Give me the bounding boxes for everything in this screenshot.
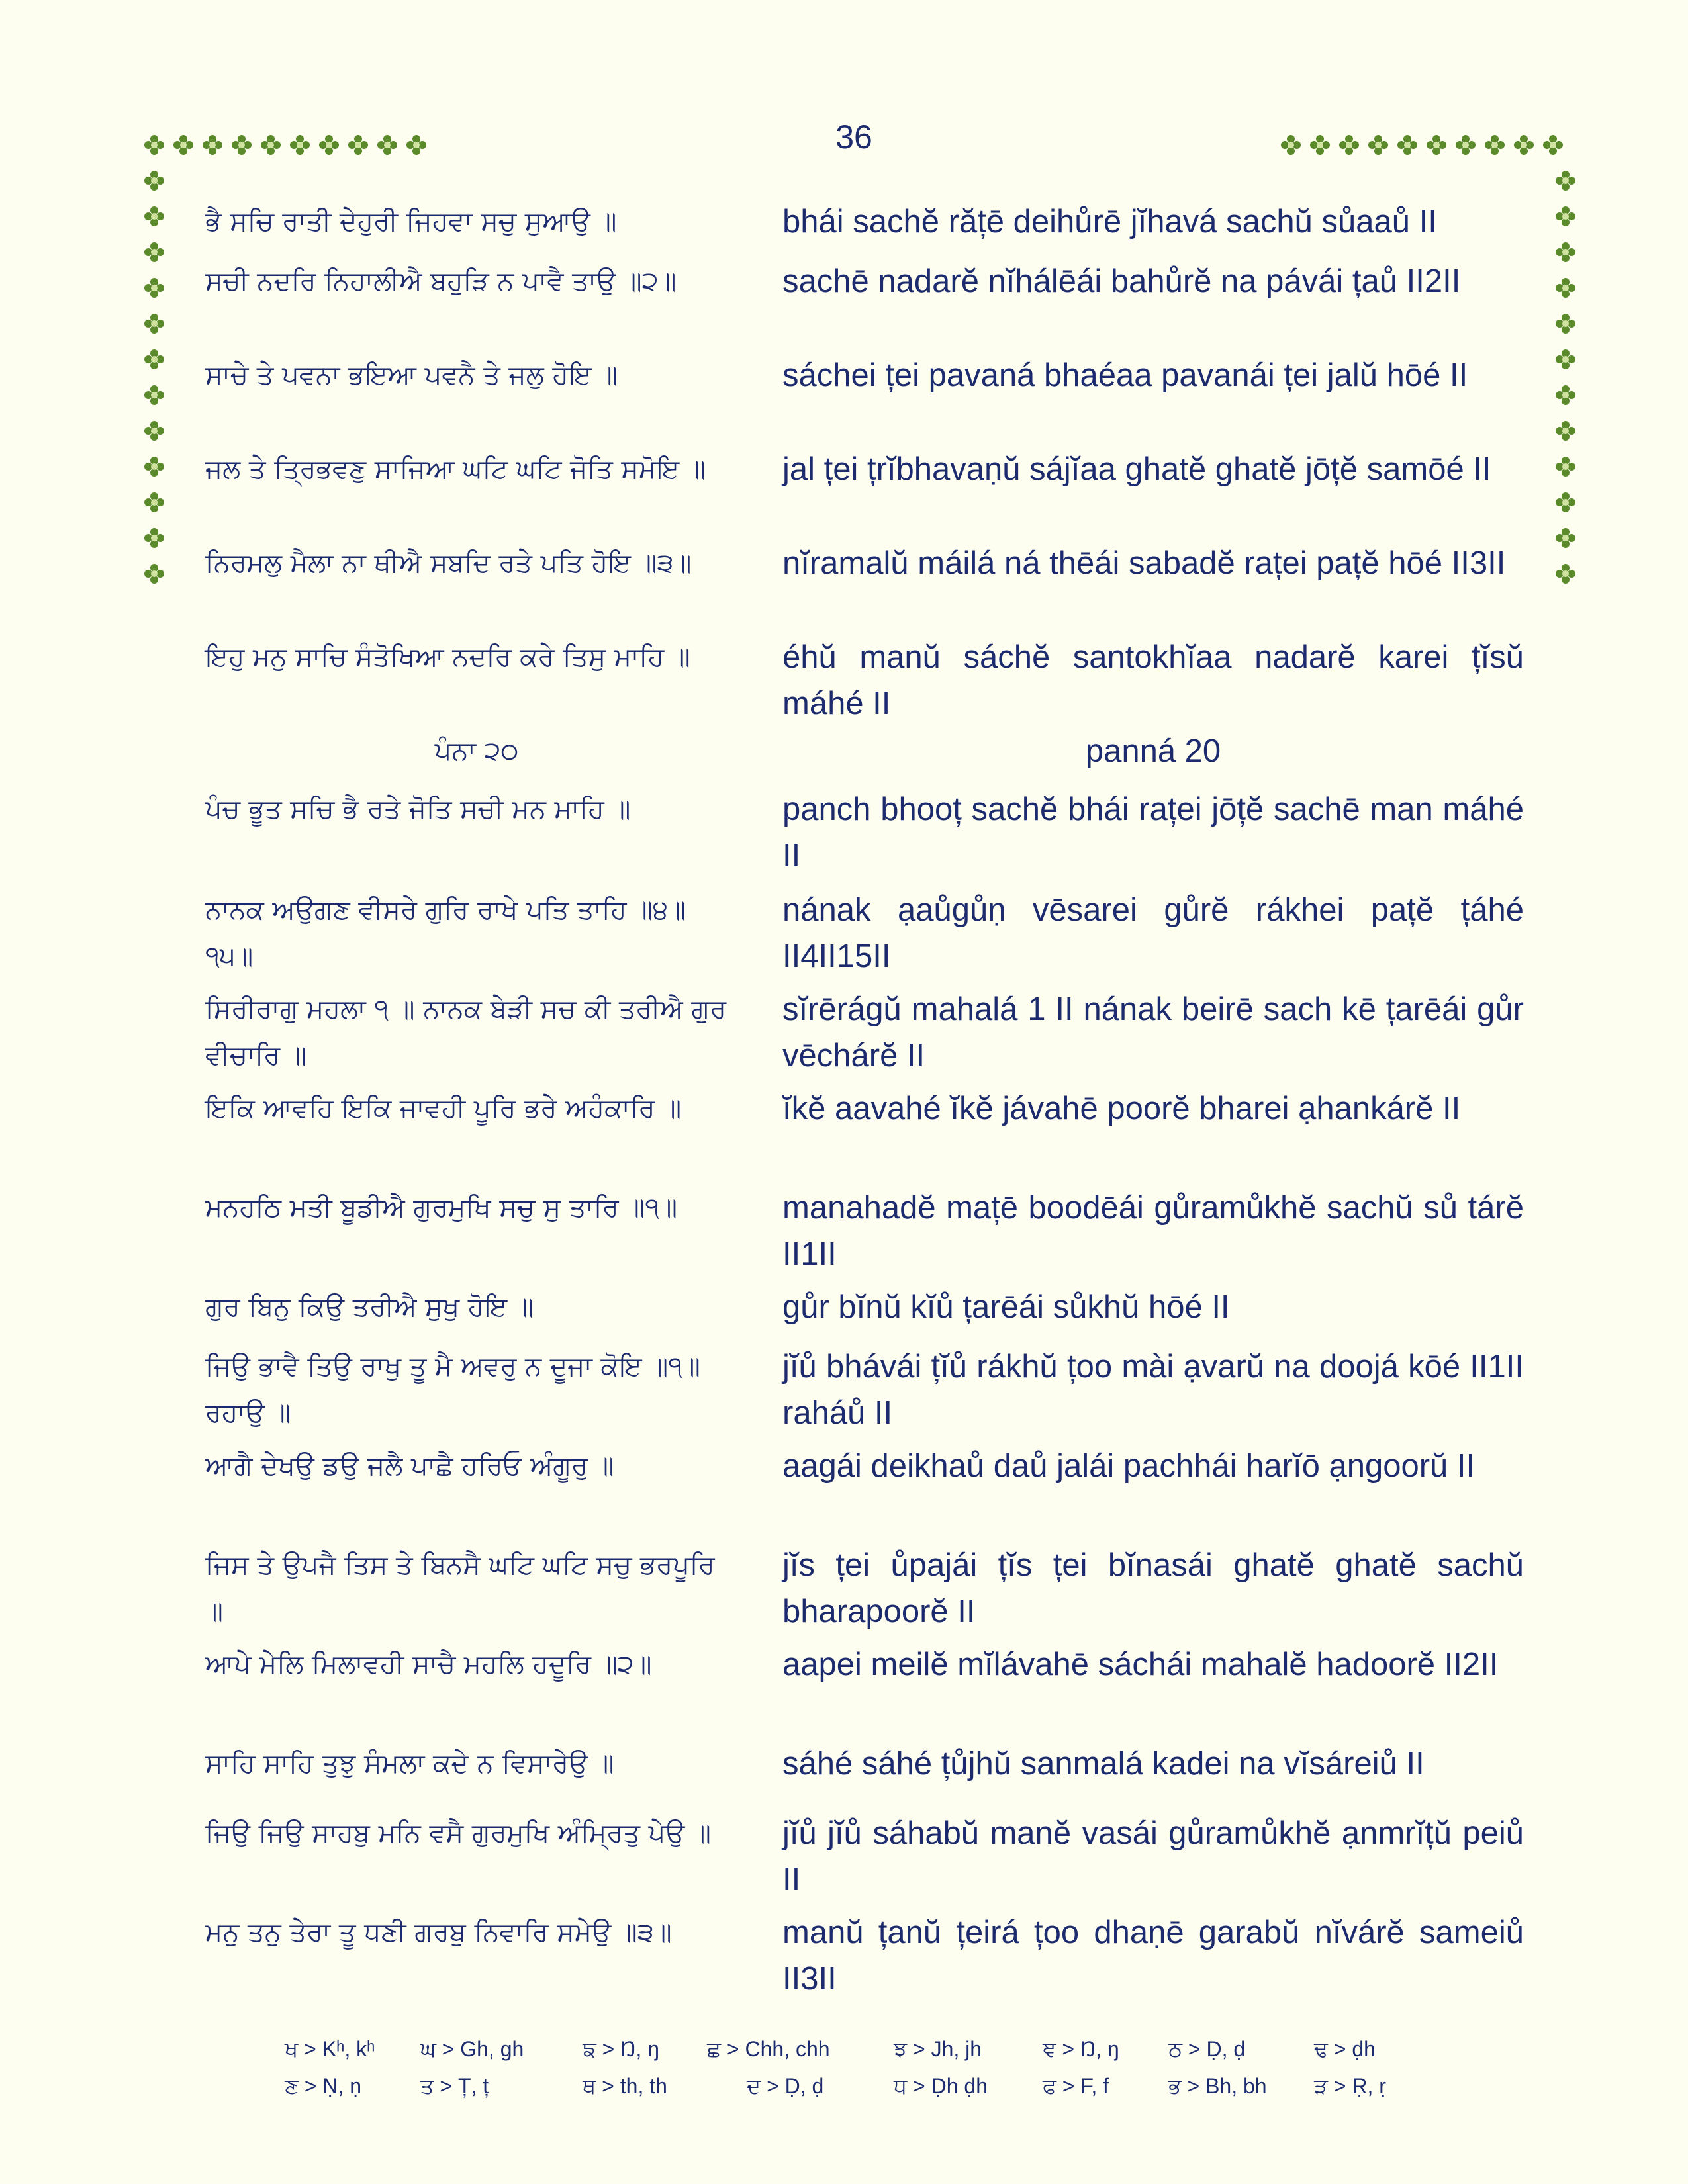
transliteration-line: jĭs ței ůpajái țĭs ței bĭnasái ghatĕ ghatĕ sachŭ bharapoorĕ II (782, 1547, 1524, 1629)
flower-icon (1543, 135, 1563, 155)
flower-icon (144, 385, 164, 405)
flower-icon (377, 135, 397, 155)
flower-icon (406, 135, 426, 155)
gurmukhi-line: ਨਿਰਮਲੁ ਮੈਲਾ ਨਾ ਥੀਐ ਸਬਦਿ ਰਤੇ ਪਤਿ ਹੋਇ ॥੩॥ (205, 548, 692, 578)
flower-icon (144, 457, 164, 477)
flower-icon (173, 135, 193, 155)
flower-icon (290, 135, 310, 155)
transliteration-line: sĭrērágŭ mahalá 1 II nának beirē sach kē țarēái gůr vēchárĕ II (782, 991, 1524, 1073)
key-entry: ਞ > Ŋ, ŋ (1043, 2037, 1119, 2061)
key-entry: ਦ > Ḍ, ḍ (747, 2074, 824, 2098)
gurmukhi-line: ਨਾਨਕ ਅਉਗਣ ਵੀਸਰੇ ਗੁਰਿ ਰਾਖੇ ਪਤਿ ਤਾਹਿ ॥੪॥੧੫॥ (205, 895, 686, 972)
gurmukhi-line: ਸਿਰੀਰਾਗੁ ਮਹਲਾ ੧ ॥ ਨਾਨਕ ਬੇੜੀ ਸਚ ਕੀ ਤਰੀਐ ਗੁਰ ਵੀਚਾਰਿ ॥ (205, 994, 727, 1071)
gurmukhi-line: ਸਚੀ ਨਦਰਿ ਨਿਹਾਲੀਐ ਬਹੁੜਿ ਨ ਪਾਵੈ ਤਾਉ ॥੨॥ (205, 266, 677, 296)
key-entry: ਛ > Chh, chh (707, 2037, 830, 2061)
flower-icon (144, 135, 164, 155)
key-entry: ਙ > Ŋ, ŋ (583, 2037, 659, 2061)
flower-icon (1556, 314, 1575, 334)
transliteration-line: sachē nadarĕ nĭhálēái bahůrĕ na pávái țaů II2II (782, 263, 1461, 299)
transliteration-line: nĭramalŭ máilá ná thēái sabadĕ raței pațĕ hōé II3II (782, 545, 1506, 581)
flower-icon (144, 242, 164, 262)
flower-icon (1368, 135, 1388, 155)
gurmukhi-line: ਭੈ ਸਚਿ ਰਾਤੀ ਦੇਹੁਰੀ ਜਿਹਵਾ ਸਚੁ ਸੁਆਉ ॥ (205, 206, 617, 237)
flower-icon (1281, 135, 1301, 155)
gurmukhi-line: ਪੰਚ ਭੂਤ ਸਚਿ ਭੈ ਰਤੇ ਜੋਤਿ ਸਚੀ ਮਨ ਮਾਹਿ ॥ (205, 794, 631, 825)
flower-icon (144, 171, 164, 191)
transliteration-line: gůr bĭnŭ kĭů țarēái sůkhŭ hōé II (782, 1289, 1230, 1325)
flower-icon (144, 206, 164, 226)
flower-icon (1556, 242, 1575, 262)
flower-icon (1556, 171, 1575, 191)
transliteration-line: bhái sachĕ rățē deihůrē jĭhavá sachŭ sůaaů II (782, 204, 1437, 240)
transliteration-line: panch bhooț sachĕ bhái raței jōțĕ sachē man máhé II (782, 792, 1524, 874)
key-entry: ਢ > ḍh (1314, 2037, 1376, 2061)
flower-icon (1485, 135, 1505, 155)
gurmukhi-line: ਜਲ ਤੇ ਤ੍ਰਿਭਵਣੁ ਸਾਜਿਆ ਘਟਿ ਘਟਿ ਜੋਤਿ ਸਮੋਇ ॥ (205, 454, 706, 484)
flower-icon (1556, 206, 1575, 226)
gurmukhi-line: ਗੁਰ ਬਿਨੁ ਕਿਉ ਤਰੀਐ ਸੁਖੁ ਹੋਇ ॥ (205, 1292, 534, 1322)
flower-icon (1514, 135, 1534, 155)
transliteration-line: nának ạaůgůṇ vēsarei gůrĕ rákhei pațĕ țáhé II4II15II (782, 892, 1524, 974)
key-entry: ਤ > Ț, ț (420, 2074, 489, 2098)
transliteration-line: aagái deikhaů daů jalái pachhái harĭō ạngoorŭ II (782, 1448, 1476, 1484)
key-entry: ਝ > Jh, jh (894, 2037, 982, 2061)
transliteration-line: manŭ țanŭ țeirá țoo dhaṇē garabŭ nĭvárĕ sameiů II3II (782, 1915, 1524, 1997)
flower-icon (1556, 528, 1575, 548)
gurmukhi-page-heading: ਪੰਨਾ ੨੦ (434, 736, 519, 766)
key-entry: ਖ > Kʰ, kʰ (285, 2037, 375, 2061)
top-right-border (1281, 135, 1563, 155)
page-number: 36 (835, 118, 872, 156)
key-entry: ੜ > Ṛ, ṛ (1314, 2074, 1386, 2098)
transliteration-line: jal ței țrĭbhavaṇŭ sájĭaa ghatĕ ghatĕ jōțĕ samōé II (782, 451, 1491, 487)
key-entry: ਘ > Gh, gh (420, 2037, 524, 2061)
flower-icon (319, 135, 339, 155)
flower-icon (144, 528, 164, 548)
gurmukhi-line: ਸਾਚੇ ਤੇ ਪਵਨਾ ਭਇਆ ਪਵਨੈ ਤੇ ਜਲੁ ਹੋਇ ॥ (205, 360, 618, 390)
transliteration-page-heading: panná 20 (1085, 733, 1221, 769)
key-entry: ਥ > th, th (583, 2074, 667, 2098)
flower-icon (1556, 349, 1575, 369)
flower-icon (144, 421, 164, 441)
flower-icon (144, 564, 164, 584)
flower-icon (1397, 135, 1417, 155)
gurmukhi-line: ਆਪੇ ਮੇਲਿ ਮਿਲਾਵਹੀ ਸਾਚੈ ਮਹਲਿ ਹਦੂਰਿ ॥੨॥ (205, 1649, 652, 1680)
transliteration-line: jĭů bhávái țĭů rákhŭ țoo mài ạvarŭ na doojá kōé II1II raháů II (782, 1349, 1524, 1431)
key-entry: ਭ > Bh, bh (1168, 2074, 1267, 2098)
transliteration-line: éhŭ manŭ sáchĕ santokhĭaa nadarĕ karei țĭsŭ máhé II (782, 639, 1524, 721)
flower-icon (1556, 492, 1575, 512)
flower-icon (1556, 385, 1575, 405)
flower-icon (1456, 135, 1476, 155)
key-entry: ਫ > F, f (1043, 2074, 1109, 2098)
gurmukhi-line: ਜਿਉ ਜਿਉ ਸਾਹਬੁ ਮਨਿ ਵਸੈ ਗੁਰਮੁਖਿ ਅੰਮ੍ਰਿਤੁ ਪੇਉ ॥ (205, 1818, 711, 1848)
gurmukhi-line: ਇਕਿ ਆਵਹਿ ਇਕਿ ਜਾਵਹੀ ਪੂਰਿ ਭਰੇ ਅਹੰਕਾਰਿ ॥ (205, 1093, 682, 1124)
flower-icon (144, 349, 164, 369)
key-entry: ਠ > Ḍ, ḍ (1168, 2037, 1246, 2061)
flower-icon (144, 492, 164, 512)
key-entry: ਧ > Ḍh ḍh (894, 2074, 988, 2098)
transliteration-line: manahadĕ mațē boodēái gůramůkhĕ sachŭ sů tárĕ II1II (782, 1190, 1524, 1272)
flower-icon (261, 135, 281, 155)
flower-icon (1339, 135, 1359, 155)
flower-icon (1556, 278, 1575, 298)
gurmukhi-line: ਸਾਹਿ ਸਾਹਿ ਤੁਝੁ ਸੰਮਲਾ ਕਦੇ ਨ ਵਿਸਾਰੇਉ ॥ (205, 1749, 614, 1779)
key-entry: ਣ > Ṇ, ṇ (285, 2074, 361, 2098)
gurmukhi-line: ਜਿਸ ਤੇ ਉਪਜੈ ਤਿਸ ਤੇ ਬਿਨਸੈ ਘਟਿ ਘਟਿ ਸਚੁ ਭਰਪੂਰਿ ॥ (205, 1550, 715, 1627)
gurmukhi-line: ਆਗੈ ਦੇਖਉ ਡਉ ਜਲੈ ਪਾਛੈ ਹਰਿਓ ਅੰਗੂਰੁ ॥ (205, 1451, 614, 1481)
transliteration-line: jĭů jĭů sáhabŭ manĕ vasái gůramůkhĕ ạnmrĭțŭ peiů II (782, 1815, 1524, 1897)
gurmukhi-line: ਇਹੁ ਮਨੁ ਸਾਚਿ ਸੰਤੋਖਿਆ ਨਦਰਿ ਕਰੇ ਤਿਸੁ ਮਾਹਿ ॥ (205, 642, 690, 672)
flower-icon (1556, 564, 1575, 584)
gurmukhi-line: ਜਿਉ ਭਾਵੈ ਤਿਉ ਰਾਖੁ ਤੂ ਮੈ ਅਵਰੁ ਨ ਦੂਜਾ ਕੋਇ ॥੧॥ ਰਹਾਉ ॥ (205, 1351, 700, 1428)
flower-icon (348, 135, 368, 155)
left-border (144, 171, 164, 584)
flower-icon (144, 314, 164, 334)
right-border (1556, 171, 1575, 584)
transliteration-line: ĭkĕ aavahé ĭkĕ jávahē poorĕ bharei ạhankárĕ II (782, 1091, 1461, 1126)
flower-icon (1310, 135, 1330, 155)
transliteration-line: sáhé sáhé țůjhŭ sanmalá kadei na vĭsáreiů II (782, 1746, 1425, 1782)
flower-icon (232, 135, 252, 155)
transliteration-line: aapei meilĕ mĭlávahē sáchái mahalĕ hadoorĕ II2II (782, 1647, 1499, 1682)
gurmukhi-line: ਮਨਹਠਿ ਮਤੀ ਬੂਡੀਐ ਗੁਰਮੁਖਿ ਸਚੁ ਸੁ ਤਾਰਿ ॥੧॥ (205, 1193, 678, 1223)
flower-icon (203, 135, 222, 155)
flower-icon (1556, 457, 1575, 477)
top-left-border (144, 135, 426, 155)
flower-icon (1556, 421, 1575, 441)
flower-icon (144, 278, 164, 298)
flower-icon (1427, 135, 1446, 155)
gurmukhi-line: ਮਨੁ ਤਨੁ ਤੇਰਾ ਤੂ ਧਣੀ ਗਰਬੁ ਨਿਵਾਰਿ ਸਮੇਉ ॥੩॥ (205, 1917, 672, 1948)
transliteration-line: sáchei ței pavaná bhaéaa pavanái ței jalŭ hōé II (782, 357, 1468, 393)
